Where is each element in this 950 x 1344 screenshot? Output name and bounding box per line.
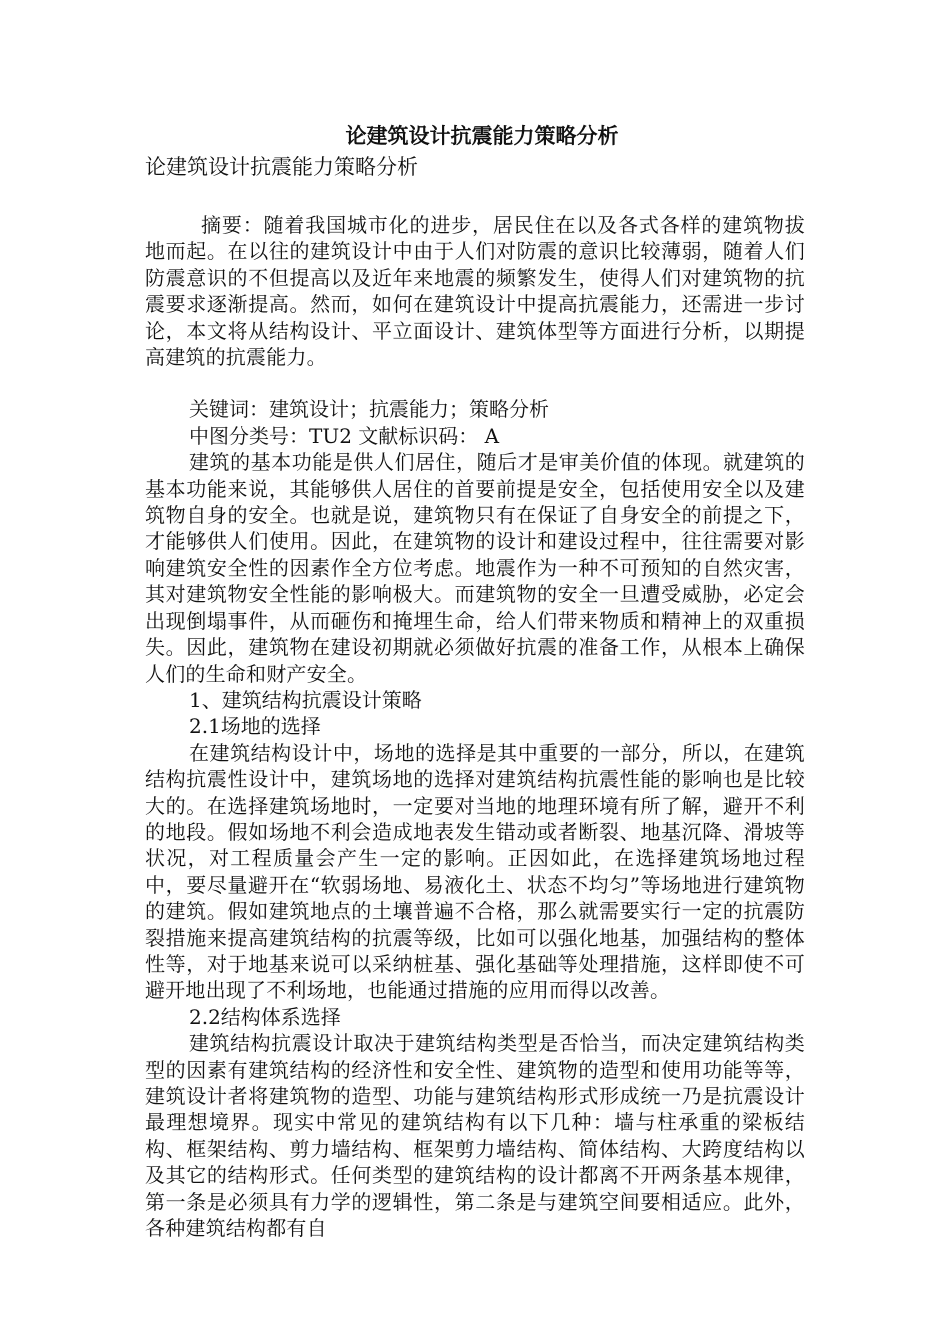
abstract-paragraph: 摘要：随着我国城市化的进步，居民住在以及各式各样的建筑物拔地而起。在以往的建筑设计中由于人们对防震的意识比较薄弱，随着人们防震意识的不但提高以及近年来地震的频繁发生，使得人们对建筑物的抗震要求逐渐提高。然而，如何在建筑设计中提高抗震能力，还需进一步讨论，本文将从结构设计、平立面设计、建筑体型等方面进行分析，以期提高建筑的抗震能力。 <box>145 213 805 370</box>
subsection-heading: 2.1场地的选择 <box>189 714 321 739</box>
section-heading: 1、建筑结构抗震设计策略 <box>189 687 422 712</box>
classification-line: 中图分类号：TU2 文献标识码： A <box>189 423 500 448</box>
subsection-heading: 2.2结构体系选择 <box>189 1004 341 1029</box>
intro-paragraph: 建筑的基本功能是供人们居住，随后才是审美价值的体现。就建筑的基本功能来说，其能够供人居住的首要前提是安全，包括使用安全以及建筑物自身的安全。也就是说，建筑物只有在保证了自身安全的前提之下，才能够供人们使用。因此，在建筑物的设计和建设过程中，往往需要对影响建筑安全性的因素作全方位考虑。地震作为一种不可预知的自然灾害，其对建筑物安全性能的影响极大。而建筑物的安全一旦遭受威胁，必定会出现倒塌事件，从而砸伤和掩埋生命，给人们带来物质和精神上的双重损失。因此，建筑物在建设初期就必须做好抗震的准备工作，从根本上确保人们的生命和财产安全。 <box>145 450 805 686</box>
document-subtitle: 论建筑设计抗震能力策略分析 <box>145 155 418 179</box>
document-page <box>145 120 805 1241</box>
spacer <box>145 182 805 212</box>
document-title: 论建筑设计抗震能力策略分析 <box>345 124 619 148</box>
keywords-line: 关键词：建筑设计；抗震能力；策略分析 <box>189 397 549 422</box>
body-paragraph: 在建筑结构设计中，场地的选择是其中重要的一部分，所以，在建筑结构抗震性设计中，建筑场地的选择对建筑结构抗震性能的影响也是比较大的。在选择建筑场地时，一定要对当地的地理环境有所了解，避开不利的地段。假如场地不利会造成地表发生错动或者断裂、地基沉降、滑坡等状况，对工程质量会产生一定的影响。正因如此，在选择建筑场地过程中，要尽量避开在“软弱场地、易液化土、状态不均匀”等场地进行建筑物的建筑。假如建筑地点的土壤普遍不合格，那么就需要实行一定的抗震防裂措施来提高建筑结构的抗震等级，比如可以强化地基，加强结构的整体性等，对于地基来说可以采纳桩基、强化基础等处理措施，这样即使不可避开地出现了不利场地，也能通过措施的应用而得以改善。 <box>145 740 805 1003</box>
spacer <box>145 370 805 396</box>
body-paragraph: 建筑结构抗震设计取决于建筑结构类型是否恰当，而决定建筑结构类型的因素有建筑结构的经济性和安全性、建筑物的造型和使用功能等等，建筑设计者将建筑物的造型、功能与建筑结构形式形成统一乃是抗震设计最理想境界。现实中常见的建筑结构有以下几种：墙与柱承重的梁板结构、框架结构、剪力墙结构、框架剪力墙结构、简体结构、大跨度结构以及其它的结构形式。任何类型的建筑结构的设计都离不开两条基本规律，第一条是必须具有力学的逻辑性，第二条是与建筑空间要相适应。此外，各种建筑结构都有自 <box>145 1031 805 1241</box>
